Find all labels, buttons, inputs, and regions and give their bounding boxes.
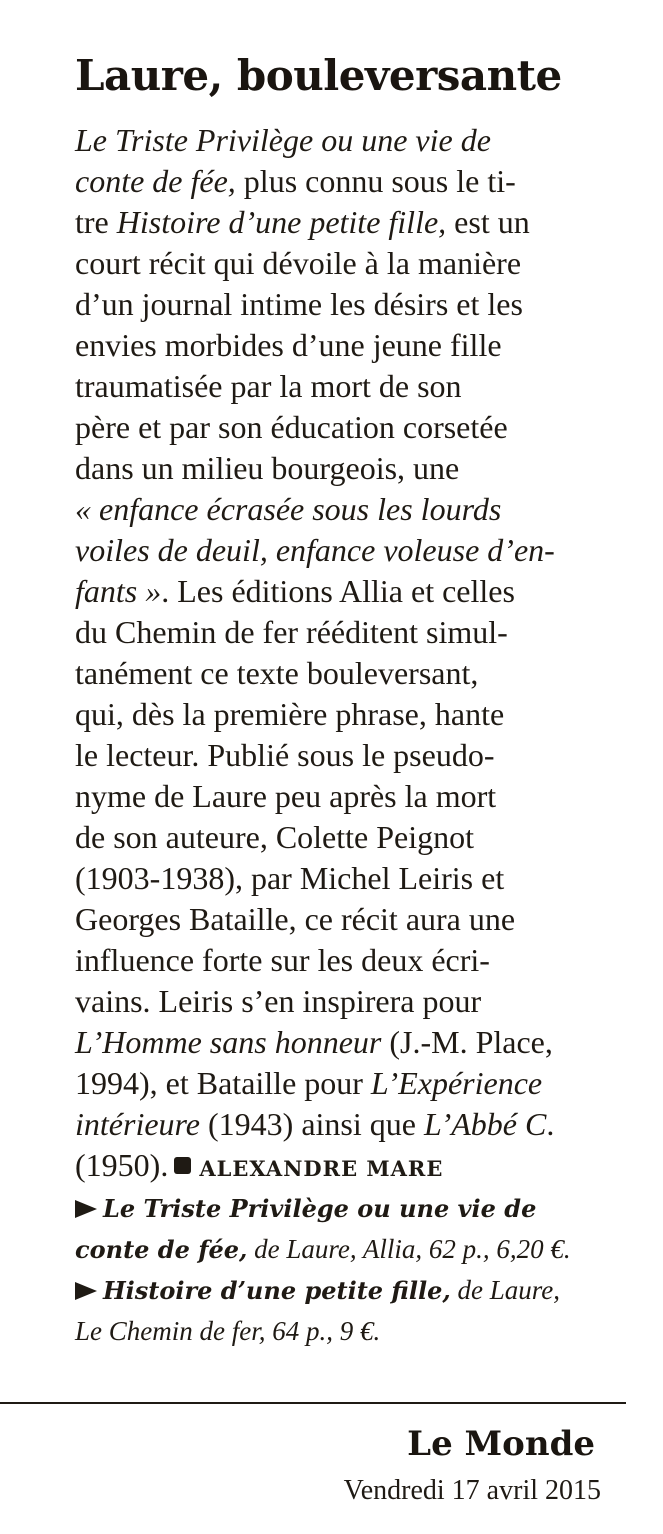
body-line: le lecteur. Publié sous le pseudo-	[75, 737, 495, 773]
article-body	[75, 120, 635, 1186]
body-line: de son auteure, Colette Peignot	[75, 819, 475, 855]
end-mark-square-icon	[174, 1157, 191, 1174]
quote-italic: fants »	[75, 573, 162, 609]
reference-line	[75, 1270, 635, 1311]
book-title-italic: intérieure	[75, 1106, 200, 1142]
body-line: du Chemin de fer rééditent simul-	[75, 614, 508, 650]
footer-divider	[0, 1402, 626, 1404]
bullet-arrow-icon	[75, 1200, 97, 1218]
bullet-arrow-icon	[75, 1282, 97, 1300]
body-line: (1903-1938), par Michel Leiris et	[75, 860, 505, 896]
body-line: court récit qui dévoile à la manière	[75, 245, 522, 281]
reference-details: de Laure, Allia, 62 p., 6,20 €.	[247, 1234, 571, 1264]
body-line: dans un milieu bourgeois, une	[75, 450, 460, 486]
body-line	[75, 571, 635, 612]
body-line	[75, 1022, 635, 1063]
body-text: . Les éditions Allia et celles	[161, 573, 515, 609]
book-title-italic: L’Abbé C	[423, 1106, 547, 1142]
body-line: père et par son éducation corsetée	[75, 409, 508, 445]
reference-line	[75, 1188, 635, 1229]
body-line: traumatisée par la mort de son	[75, 368, 462, 404]
body-line: d’un journal intime les désirs et les	[75, 286, 523, 322]
body-line: influence forte sur les deux écri-	[75, 942, 490, 978]
body-line	[75, 1145, 635, 1186]
publication-date: Vendredi 17 avril 2015	[343, 1475, 601, 1506]
book-title-italic: L’Expérience	[370, 1065, 543, 1101]
author-byline: ALEXANDRE MARE	[199, 1156, 444, 1181]
body-line: nyme de Laure peu après la mort	[75, 778, 497, 814]
body-text: tre	[75, 204, 117, 240]
reference-title: Histoire d’une petite fille,	[103, 1276, 451, 1305]
reference-details: de Laure,	[450, 1275, 560, 1305]
book-title-italic: Histoire d’une petite fille,	[116, 204, 447, 240]
body-line	[75, 202, 635, 243]
body-line: envies morbides d’une jeune fille	[75, 327, 502, 363]
body-line: tanément ce texte bouleversant,	[75, 655, 479, 691]
body-text: .	[546, 1106, 555, 1142]
body-line: vains. Leiris s’en inspirera pour	[75, 983, 482, 1019]
book-references	[75, 1188, 635, 1352]
body-text: (J.-M. Place,	[381, 1024, 553, 1060]
body-text: est un	[446, 204, 530, 240]
headline: Laure, bouleversante	[75, 51, 562, 100]
book-title-italic: L’Homme sans honneur	[75, 1024, 382, 1060]
body-line	[75, 120, 635, 161]
newspaper-masthead: Le Monde	[407, 1424, 595, 1464]
reference-title: Le Triste Privilège ou une vie de	[103, 1194, 537, 1223]
book-title-italic: conte de fée,	[75, 163, 236, 199]
reference-line: Le Chemin de fer, 64 p., 9 €.	[75, 1316, 381, 1346]
body-line: Georges Bataille, ce récit aura une	[75, 901, 516, 937]
body-line	[75, 1104, 635, 1145]
body-line	[75, 161, 635, 202]
reference-title: conte de fée,	[75, 1235, 248, 1264]
body-text: 1994), et Bataille pour	[75, 1065, 371, 1101]
body-text: (1950).	[75, 1147, 169, 1183]
article	[75, 46, 635, 1352]
body-line	[75, 1063, 635, 1104]
quote-line: voiles de deuil, enfance voleuse d’en-	[75, 532, 555, 568]
body-text: (1943) ainsi que	[200, 1106, 424, 1142]
quote-line: « enfance écrasée sous les lourds	[75, 491, 502, 527]
body-text: plus connu sous le ti-	[235, 163, 516, 199]
book-title-italic: Le Triste Privilège ou une vie de	[75, 122, 491, 158]
reference-line	[75, 1229, 635, 1270]
body-line: qui, dès la première phrase, hante	[75, 696, 505, 732]
